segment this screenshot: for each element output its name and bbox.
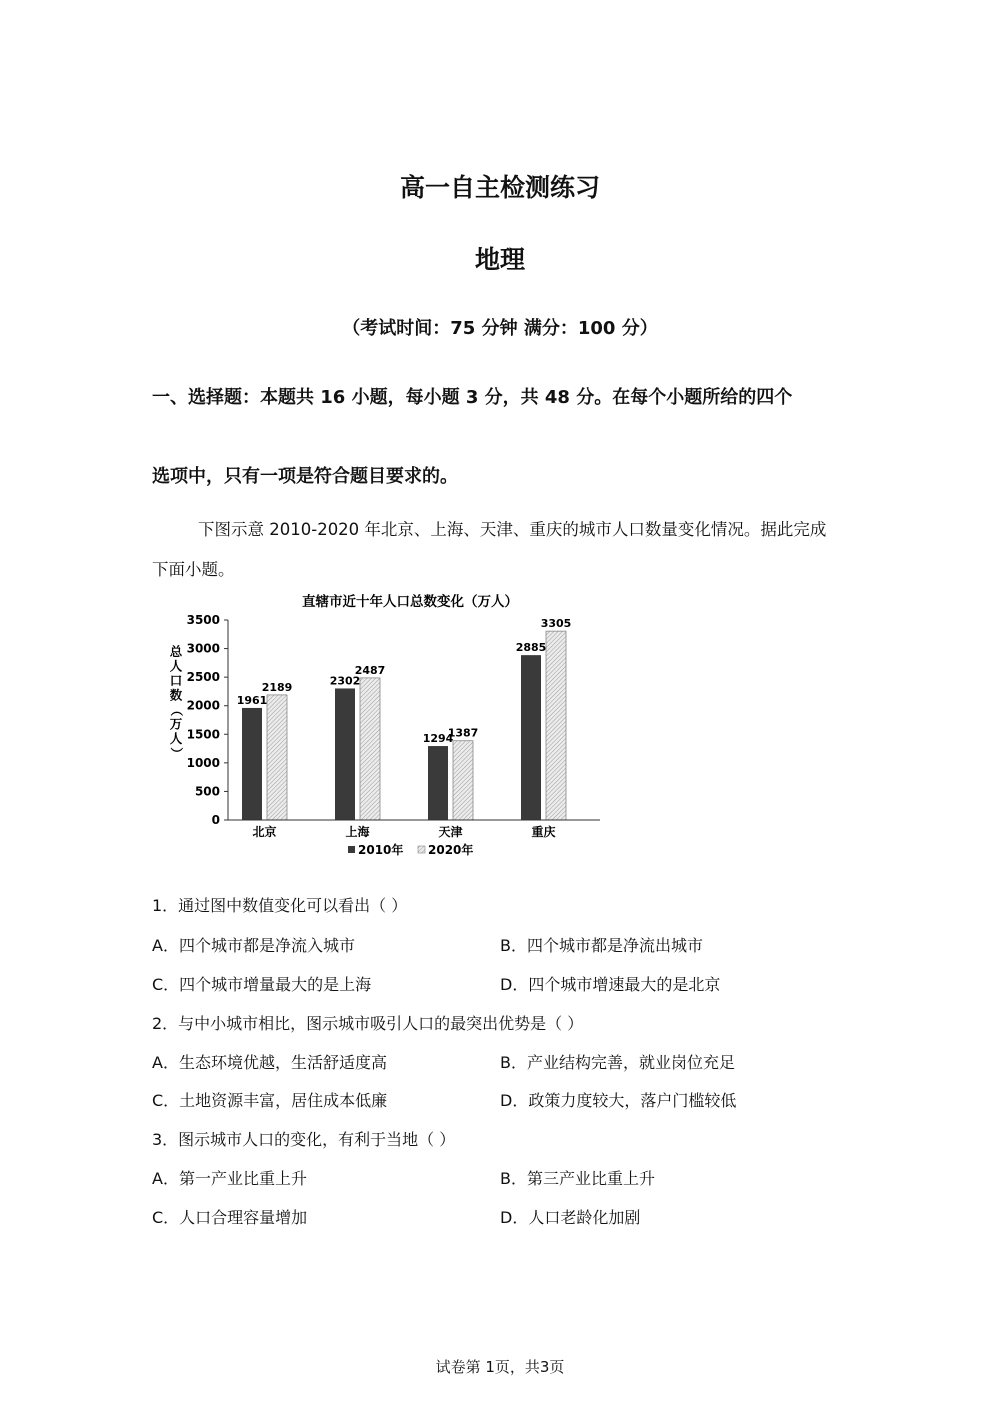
legend-label: 2020年 xyxy=(428,843,474,857)
question-3-option-d[interactable]: D．人口老龄化加剧 xyxy=(500,1208,641,1227)
bar-value-label: 2885 xyxy=(515,641,547,655)
y-axis-label-char: 人 xyxy=(169,658,183,674)
bar-value-label: 1387 xyxy=(447,726,479,740)
y-axis-label-char: 口 xyxy=(169,673,183,688)
y-tick-label: 1500 xyxy=(186,727,220,742)
y-tick-label: 3500 xyxy=(186,613,220,627)
legend-swatch xyxy=(348,846,355,853)
bar-2020年-天津 xyxy=(453,741,473,820)
subject-title: 地理 xyxy=(474,245,525,274)
bar-2010年-重庆 xyxy=(521,655,541,820)
question-3-option-b[interactable]: B．第三产业比重上升 xyxy=(500,1169,655,1188)
bar-value-label: 2487 xyxy=(354,663,386,677)
legend-label: 2010年 xyxy=(358,843,404,857)
question-1-option-c[interactable]: C．四个城市增量最大的是上海 xyxy=(152,975,372,994)
bar-2020年-重庆 xyxy=(546,631,566,820)
intro-text-line-2: 下面小题。 xyxy=(152,560,235,579)
question-3-option-c[interactable]: C．人口合理容量增加 xyxy=(152,1208,308,1227)
exam-info: （考试时间：75 分钟 满分：100 分） xyxy=(342,318,658,339)
question-2-option-a[interactable]: A．生态环境优越，生活舒适度高 xyxy=(152,1053,387,1072)
x-tick-label: 重庆 xyxy=(531,825,556,839)
page-footer: 试卷第 1页，共3页 xyxy=(435,1358,565,1376)
bar-2020年-上海 xyxy=(360,678,380,820)
y-tick-label: 500 xyxy=(194,784,220,799)
y-tick-label: 0 xyxy=(211,813,220,827)
question-2-option-d[interactable]: D．政策力度较大，落户门槛较低 xyxy=(500,1091,737,1110)
bar-value-label: 2189 xyxy=(261,680,293,694)
section-heading-line-2: 选项中，只有一项是符合题目要求的。 xyxy=(152,466,458,487)
section-heading-line-1: 一、选择题：本题共 16 小题，每小题 3 分，共 48 分。在每个小题所给的四个 xyxy=(152,387,793,408)
bar-value-label: 1961 xyxy=(236,693,268,707)
bar-2010年-天津 xyxy=(428,746,448,820)
bar-2010年-北京 xyxy=(242,708,262,820)
bar-value-label: 1294 xyxy=(422,732,454,746)
question-1-stem: 1．通过图中数值变化可以看出（ ） xyxy=(152,896,408,915)
bar-2020年-北京 xyxy=(267,695,287,820)
bar-value-label: 2302 xyxy=(329,674,361,688)
y-axis-label xyxy=(169,644,184,760)
bar-value-label: 3305 xyxy=(540,617,572,631)
population-bar-chart xyxy=(160,588,620,868)
y-tick-label: 2000 xyxy=(186,698,220,713)
x-tick-label: 北京 xyxy=(252,825,277,839)
x-tick-label: 上海 xyxy=(345,825,370,839)
question-1-option-b[interactable]: B．四个城市都是净流出城市 xyxy=(500,936,703,955)
question-2-option-b[interactable]: B．产业结构完善，就业岗位充足 xyxy=(500,1053,735,1072)
question-2-option-c[interactable]: C．土地资源丰富，居住成本低廉 xyxy=(152,1091,388,1110)
x-axis xyxy=(228,820,600,839)
question-1-option-a[interactable]: A．四个城市都是净流入城市 xyxy=(152,936,355,955)
y-axis-label-char: 人 xyxy=(169,731,183,746)
y-axis xyxy=(187,613,228,827)
chart-title: 直辖市近十年人口总数变化（万人） xyxy=(302,594,518,610)
question-3-option-a[interactable]: A．第一产业比重上升 xyxy=(152,1169,307,1188)
y-axis-label-char: （ xyxy=(169,703,184,717)
y-axis-label-char: 总 xyxy=(169,644,183,659)
question-2-stem: 2．与中小城市相比，图示城市吸引人口的最突出优势是（ ） xyxy=(152,1014,584,1033)
x-tick-label: 天津 xyxy=(438,825,463,839)
question-1-option-d[interactable]: D．四个城市增速最大的是北京 xyxy=(500,975,721,994)
y-axis-label-char: 万 xyxy=(169,716,183,732)
legend-swatch xyxy=(418,846,425,853)
y-axis-label-char: ） xyxy=(169,747,184,760)
intro-text-line-1: 下图示意 2010-2020 年北京、上海、天津、重庆的城市人口数量变化情况。据此完成 xyxy=(198,520,827,539)
question-3-stem: 3．图示城市人口的变化，有利于当地（ ） xyxy=(152,1130,456,1149)
bar-2010年-上海 xyxy=(335,688,355,820)
document-title: 高一自主检测练习 xyxy=(399,173,600,202)
y-tick-label: 3000 xyxy=(186,641,220,656)
bars-group xyxy=(237,617,572,820)
chart-legend xyxy=(348,842,473,857)
y-tick-label: 1000 xyxy=(186,755,220,770)
y-tick-label: 2500 xyxy=(186,670,220,685)
y-axis-label-char: 数 xyxy=(169,687,183,703)
